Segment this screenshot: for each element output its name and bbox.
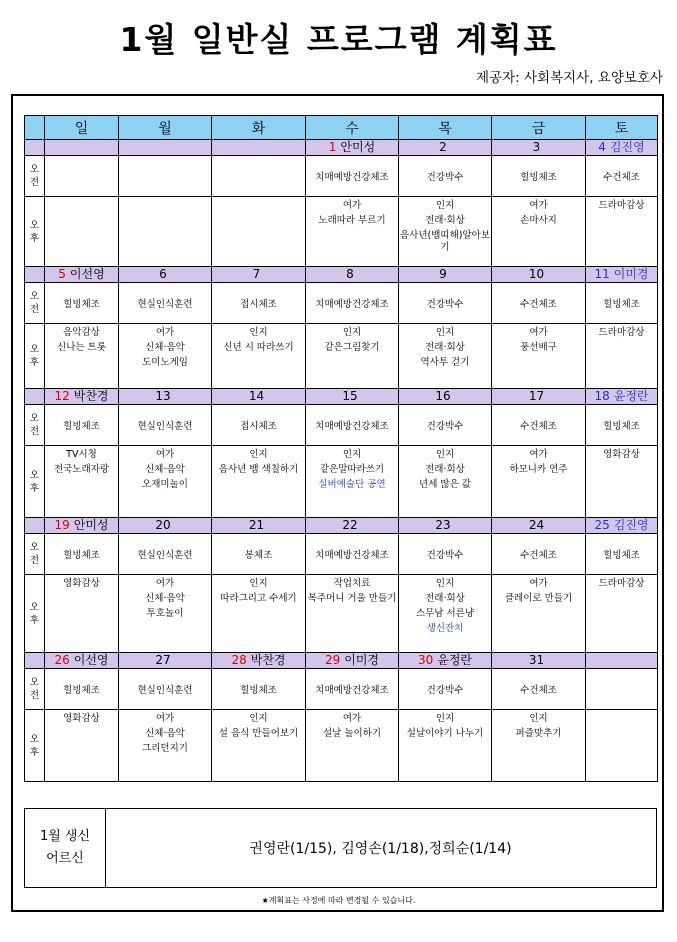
am-program-cell: 건강박수: [399, 156, 492, 197]
pm-program-cell: [399, 575, 492, 653]
date-cell: [586, 140, 658, 156]
am-program-cell: 건강박수: [399, 534, 492, 575]
pm-program-line: 인지: [435, 578, 455, 589]
weekday-header-row: [25, 116, 658, 140]
pm-program-line: 인지: [435, 327, 455, 338]
date-row-corner: [25, 389, 45, 405]
pm-program-cell: [212, 324, 306, 389]
pm-program-cell: [492, 197, 586, 267]
am-label-char: 오: [29, 413, 40, 424]
date-number: 8: [346, 267, 354, 281]
pm-program-line: 인지: [435, 449, 455, 460]
birthday-person-name: 이선영: [69, 267, 105, 281]
date-cell: [45, 140, 119, 156]
pm-program-cell: [45, 710, 119, 782]
birthday-person-name: 이미경: [344, 653, 380, 667]
pm-program-line: 신나는 트롯: [57, 342, 106, 353]
am-program-cell: 수건체조: [586, 156, 658, 197]
pm-program-cell: [399, 324, 492, 389]
am-program-cell: 치매예방건강체조: [306, 156, 399, 197]
pm-program-line: 인지: [249, 713, 268, 724]
pm-program-line: 같은그림찾기: [324, 342, 380, 353]
date-cell: [586, 267, 658, 283]
pm-program-cell: [306, 324, 399, 389]
page-title: 1월 일반실 프로그램 계획표: [119, 20, 558, 59]
am-label-char: 오: [29, 164, 40, 175]
am-program-cell: 힐빙체조: [492, 156, 586, 197]
pm-label-char: 오: [29, 733, 40, 745]
date-row: [25, 389, 658, 405]
date-number: 30: [417, 653, 434, 667]
pm-program-line: 신체·음악: [145, 728, 185, 739]
am-label-char: 오: [29, 291, 40, 302]
pm-program-line: 스무남 서른냥: [415, 608, 475, 619]
pm-program-cell: [212, 575, 306, 653]
pm-program-line: 인지: [249, 327, 268, 338]
am-program-cell: 힐빙체조: [212, 669, 306, 710]
date-row-corner: [25, 518, 45, 534]
pm-program-cell: [212, 197, 306, 267]
date-number: 27: [155, 653, 171, 667]
pm-label-char: 후: [29, 232, 40, 244]
date-number: 13: [155, 389, 171, 403]
pm-program-cell: [399, 710, 492, 782]
date-row: [25, 140, 658, 156]
pm-program-line: 영화감상: [603, 449, 640, 460]
date-cell: [306, 518, 399, 534]
pm-program-line: 여가: [342, 200, 362, 211]
date-cell: [119, 518, 212, 534]
am-program-cell: [119, 156, 212, 197]
pm-program-cell: [306, 575, 399, 653]
pm-program-line: 여가: [529, 578, 548, 589]
date-number: 10: [528, 267, 545, 281]
date-cell: [399, 389, 492, 405]
birthday-person-name: 안미성: [340, 140, 376, 154]
pm-program-line: 여가: [529, 200, 548, 211]
pm-program-line: 신년 시 따라쓰기: [223, 342, 294, 353]
date-number: 16: [435, 389, 451, 403]
am-label: [25, 534, 45, 575]
pm-row: [25, 446, 658, 518]
date-number: 11: [594, 267, 610, 281]
date-cell: [212, 653, 306, 669]
date-cell: [119, 653, 212, 669]
date-cell: [306, 267, 399, 283]
am-program-cell: 접시체조: [212, 405, 306, 446]
provider-text: 제공자: 사회복지사, 요양보호사: [476, 70, 663, 86]
am-program-cell: 힐빙체조: [586, 283, 658, 324]
am-program-cell: 치매예방건강체조: [306, 405, 399, 446]
date-number: 2: [439, 140, 447, 154]
date-cell: [586, 389, 658, 405]
am-label-char: 전: [29, 426, 40, 437]
birthday-person-name: 김진영: [613, 518, 649, 532]
pm-program-line: 전래·회상: [425, 342, 465, 353]
pm-program-line: 실버예술단 공연: [318, 479, 386, 490]
pm-program-line: 여가: [342, 713, 362, 724]
pm-program-line: 년세 많은 값: [419, 479, 471, 490]
birthday-person-name: 이미경: [613, 267, 649, 281]
pm-program-cell: [119, 324, 212, 389]
am-label-char: 전: [29, 177, 40, 188]
birthday-person-name: 윤정란: [613, 389, 649, 403]
pm-program-cell: [212, 446, 306, 518]
pm-program-line: 같은말따라쓰기: [319, 464, 385, 475]
pm-label-char: 오: [29, 469, 40, 481]
date-row: [25, 267, 658, 283]
pm-program-line: 설날이야기 나누기: [406, 728, 484, 739]
pm-program-cell: [45, 446, 119, 518]
pm-label: [25, 197, 45, 267]
weekday-header: 화: [212, 116, 306, 140]
pm-program-cell: [45, 324, 119, 389]
am-program-cell: 힐빙체조: [45, 534, 119, 575]
am-program-cell: 건강박수: [399, 669, 492, 710]
pm-program-line: 도미노게임: [142, 357, 188, 368]
pm-program-cell: [492, 710, 586, 782]
date-cell: [212, 518, 306, 534]
pm-program-line: 여가: [529, 449, 548, 460]
am-program-cell: 수건체조: [492, 283, 586, 324]
date-row-corner: [25, 653, 45, 669]
pm-program-line: 신체·음악: [145, 593, 185, 604]
am-program-cell: [45, 156, 119, 197]
am-program-cell: 현실인식훈련: [119, 283, 212, 324]
date-cell: [399, 518, 492, 534]
pm-program-line: 오재미놀이: [142, 479, 188, 490]
date-row: [25, 518, 658, 534]
date-cell: [119, 140, 212, 156]
pm-program-line: 전래·회상: [425, 215, 465, 226]
am-program-cell: 힐빙체조: [45, 669, 119, 710]
date-cell: [212, 140, 306, 156]
am-program-cell: 힐빙체조: [586, 405, 658, 446]
pm-label: [25, 575, 45, 653]
date-number: 1: [328, 140, 337, 154]
weekday-header: 금: [492, 116, 586, 140]
date-cell: [45, 518, 119, 534]
date-cell: [212, 389, 306, 405]
pm-program-line: 드라마감상: [598, 327, 645, 338]
pm-program-cell: [306, 197, 399, 267]
pm-program-line: 드라마감상: [598, 200, 645, 211]
date-number: 7: [252, 267, 261, 281]
pm-label-char: 오: [29, 344, 40, 355]
am-program-cell: 힐빙체조: [45, 283, 119, 324]
birthday-label: [25, 809, 106, 887]
pm-program-line: 하모니카 연주: [509, 464, 568, 475]
am-program-cell: 현실인식훈련: [119, 405, 212, 446]
pm-program-line: 인지: [529, 713, 548, 724]
pm-label-char: 후: [29, 357, 40, 368]
pm-program-line: 신체·음악: [145, 342, 185, 353]
date-number: 31: [528, 653, 545, 667]
date-cell: [492, 389, 586, 405]
pm-label: [25, 710, 45, 782]
pm-program-line: 영화감상: [63, 578, 100, 589]
am-label-char: 오: [29, 677, 40, 688]
birthday-person-name: 박찬경: [73, 389, 109, 403]
am-program-cell: 힐빙체조: [45, 405, 119, 446]
date-cell: [306, 653, 399, 669]
pm-program-cell: [492, 575, 586, 653]
weekday-header: 일: [45, 116, 119, 140]
pm-program-line: 생신잔치: [426, 623, 464, 634]
weekday-header: 수: [306, 116, 399, 140]
am-label-char: 오: [29, 542, 40, 553]
pm-row: [25, 575, 658, 653]
am-program-cell: 현실인식훈련: [119, 534, 212, 575]
am-row: [25, 534, 658, 575]
pm-program-cell: [492, 324, 586, 389]
pm-program-line: 복주머니 거울 만들기: [307, 593, 397, 604]
pm-program-cell: [586, 446, 658, 518]
date-number: 5: [58, 267, 66, 281]
date-number: 28: [231, 653, 247, 667]
pm-program-line: 설 음식 만들어보기: [218, 728, 299, 739]
pm-program-cell: [399, 197, 492, 267]
pm-program-cell: [586, 197, 658, 267]
pm-program-line: 인지: [342, 327, 362, 338]
am-program-cell: [586, 669, 658, 710]
pm-program-line: 풍선배구: [520, 342, 557, 353]
date-number: 9: [439, 267, 447, 281]
pm-program-line: 음사년 뱀 색칠하기: [218, 464, 299, 475]
pm-program-line: 인지: [435, 200, 455, 211]
am-program-cell: 수건체조: [492, 405, 586, 446]
date-cell: [119, 267, 212, 283]
pm-row: [25, 710, 658, 782]
am-program-cell: 치매예방건강체조: [306, 283, 399, 324]
pm-label: [25, 446, 45, 518]
date-cell: [399, 140, 492, 156]
corner-cell: [25, 116, 45, 140]
footnote: ★계획표는 사정에 따라 변경될 수 있습니다.: [261, 896, 416, 905]
am-row: [25, 283, 658, 324]
pm-program-line: 투호놀이: [146, 608, 184, 619]
pm-program-cell: [119, 575, 212, 653]
pm-program-line: 인지: [435, 713, 455, 724]
pm-program-line: 클레이로 만들기: [504, 593, 573, 604]
pm-program-line: 음사년(뱀띠해)알아보기: [399, 230, 490, 253]
pm-program-line: 여가: [155, 713, 175, 724]
am-program-cell: [212, 156, 306, 197]
birthday-box: [24, 808, 657, 888]
pm-program-line: 인지: [342, 449, 362, 460]
pm-label-char: 후: [29, 746, 40, 758]
pm-program-cell: [119, 710, 212, 782]
date-number: 3: [532, 140, 541, 154]
pm-program-cell: [212, 710, 306, 782]
am-label: [25, 405, 45, 446]
date-number: 6: [159, 267, 167, 281]
am-program-cell: 건강박수: [399, 283, 492, 324]
date-number: 19: [54, 518, 70, 532]
date-number: 24: [528, 518, 545, 532]
pm-program-line: 여가: [155, 578, 175, 589]
pm-program-line: 역사투 걷기: [420, 357, 470, 368]
pm-program-line: 인지: [249, 449, 268, 460]
am-program-cell: 수건체조: [492, 669, 586, 710]
am-program-cell: 힐빙체조: [586, 534, 658, 575]
date-number: 12: [54, 389, 70, 403]
date-cell: [492, 267, 586, 283]
date-number: 23: [435, 518, 451, 532]
program-calendar: [24, 115, 658, 782]
date-cell: [212, 267, 306, 283]
birthday-person-name: 김진영: [609, 140, 645, 154]
date-cell: [586, 518, 658, 534]
pm-program-line: 그리던지기: [142, 743, 188, 754]
pm-program-line: 영화감상: [63, 713, 100, 724]
date-number: 17: [528, 389, 545, 403]
birthday-person-name: 박찬경: [250, 653, 286, 667]
am-label-char: 전: [29, 304, 40, 315]
pm-program-line: 전래·회상: [425, 593, 465, 604]
date-cell: [45, 389, 119, 405]
date-number: 4: [598, 140, 606, 154]
date-cell: [492, 653, 586, 669]
date-number: 25: [594, 518, 610, 532]
weekday-header: 월: [119, 116, 212, 140]
date-cell: [399, 267, 492, 283]
pm-program-line: 작업치료: [333, 578, 371, 589]
weekday-header: 목: [399, 116, 492, 140]
am-program-cell: 건강박수: [399, 405, 492, 446]
birthday-person-name: 윤정란: [437, 653, 473, 667]
date-number: 20: [155, 518, 171, 532]
pm-program-line: TV시청: [66, 449, 97, 460]
pm-program-line: 노래따라 부르기: [318, 215, 386, 226]
pm-label-char: 후: [29, 482, 40, 494]
pm-program-line: 따라그리고 수세기: [220, 593, 297, 604]
pm-row: [25, 197, 658, 267]
date-number: 22: [342, 518, 358, 532]
pm-program-cell: [306, 446, 399, 518]
birthday-label-line1: 1월 생신: [39, 829, 91, 844]
am-program-cell: 수건체조: [492, 534, 586, 575]
pm-program-line: 신체·음악: [145, 464, 185, 475]
pm-program-line: 설날 놀이하기: [322, 728, 382, 739]
pm-program-line: 여가: [155, 449, 175, 460]
birthday-person-name: 이선영: [73, 653, 109, 667]
date-cell: [306, 389, 399, 405]
date-row-corner: [25, 140, 45, 156]
date-number: 26: [54, 653, 70, 667]
am-label-char: 전: [29, 555, 40, 566]
am-label: [25, 283, 45, 324]
pm-label-char: 오: [29, 219, 40, 231]
pm-program-cell: [586, 575, 658, 653]
pm-program-cell: [399, 446, 492, 518]
date-cell: [45, 653, 119, 669]
date-cell: [492, 518, 586, 534]
am-label: [25, 669, 45, 710]
pm-program-cell: [119, 197, 212, 267]
pm-program-line: 여가: [155, 327, 175, 338]
pm-program-line: 퍼즐맞추기: [515, 728, 562, 739]
date-cell: [119, 389, 212, 405]
birthday-label-line2: 어르신: [46, 851, 84, 866]
am-program-cell: 접시체조: [212, 283, 306, 324]
pm-program-line: 인지: [249, 578, 268, 589]
pm-label-char: 오: [29, 601, 40, 613]
date-cell: [492, 140, 586, 156]
pm-program-cell: [45, 575, 119, 653]
am-label: [25, 156, 45, 197]
pm-program-cell: [492, 446, 586, 518]
am-program-cell: 치매예방건강체조: [306, 534, 399, 575]
pm-label: [25, 324, 45, 389]
pm-program-cell: [586, 324, 658, 389]
am-program-cell: 봉체조: [212, 534, 306, 575]
pm-program-cell: [119, 446, 212, 518]
weekday-header: 토: [586, 116, 658, 140]
date-number: 14: [248, 389, 265, 403]
date-number: 18: [594, 389, 610, 403]
birthday-names: 권영란(1/15), 김영손(1/18),정희순(1/14): [249, 841, 512, 857]
pm-program-line: 음악감상: [63, 327, 100, 338]
date-cell: [45, 267, 119, 283]
pm-program-cell: [586, 710, 658, 782]
pm-program-cell: [45, 197, 119, 267]
pm-row: [25, 324, 658, 389]
pm-program-line: 드라마감상: [598, 578, 645, 589]
pm-program-line: 여가: [529, 327, 548, 338]
am-label-char: 전: [29, 690, 40, 701]
am-program-cell: 치매예방건강체조: [306, 669, 399, 710]
date-number: 29: [324, 653, 341, 667]
date-row-corner: [25, 267, 45, 283]
date-row: [25, 653, 658, 669]
am-row: [25, 669, 658, 710]
pm-program-cell: [306, 710, 399, 782]
pm-program-line: 전국노래자랑: [53, 464, 110, 475]
pm-program-line: 손마사지: [520, 215, 557, 226]
pm-label-char: 후: [29, 614, 40, 626]
pm-program-line: 전래·회상: [425, 464, 465, 475]
am-program-cell: 현실인식훈련: [119, 669, 212, 710]
date-cell: [399, 653, 492, 669]
birthday-person-name: 안미성: [73, 518, 109, 532]
date-number: 21: [248, 518, 265, 532]
date-cell: [306, 140, 399, 156]
am-row: [25, 405, 658, 446]
date-cell: [586, 653, 658, 669]
date-number: 15: [342, 389, 358, 403]
am-row: [25, 156, 658, 197]
